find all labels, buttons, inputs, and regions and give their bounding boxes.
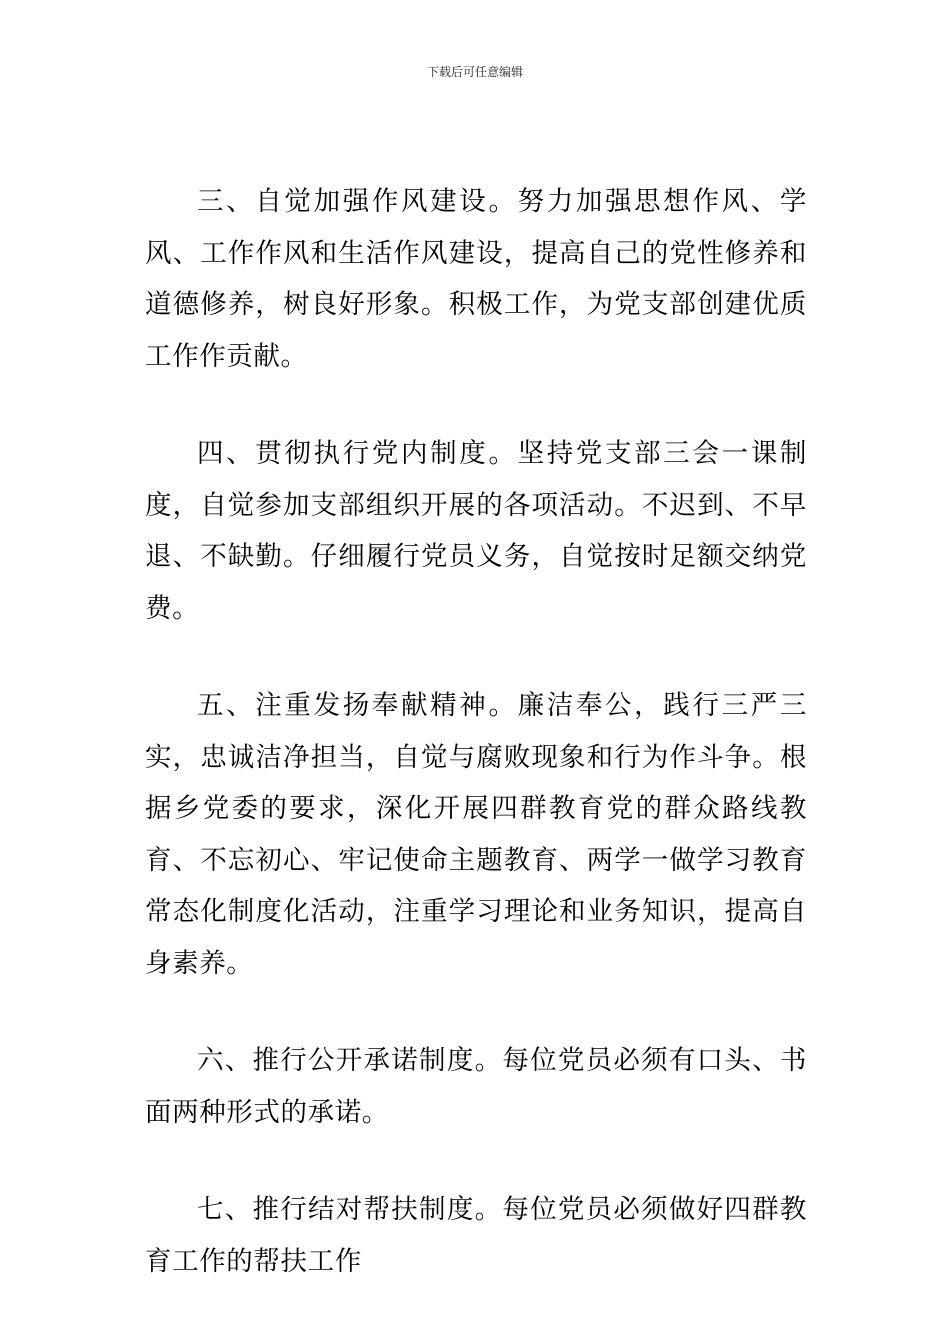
paragraph-7: 七、推行结对帮扶制度。每位党员必须做好四群教育工作的帮扶工作 — [145, 1194, 807, 1277]
paragraph-6: 六、推行公开承诺制度。每位党员必须有口头、书面两种形式的承诺。 — [145, 1045, 807, 1128]
page-header: 下载后可任意编辑 — [426, 65, 523, 79]
paragraph-4: 四、贯彻执行党内制度。坚持党支部三会一课制度，自觉参加支部组织开展的各项活动。不迟到、不早退、不缺勤。仔细履行党员义务，自觉按时足额交纳党费。 — [145, 438, 807, 624]
paragraph-3: 三、自觉加强作风建设。努力加强思想作风、学风、工作作风和生活作风建设，提高自己的党性修养和道德修养，树良好形象。积极工作，为党支部创建优质工作作贡献。 — [145, 186, 807, 372]
paragraph-5: 五、注重发扬奉献精神。廉洁奉公，践行三严三实，忠诚洁净担当，自觉与腐败现象和行为作斗争。根据乡党委的要求，深化开展四群教育党的群众路线教育、不忘初心、牢记使命主题教育、两学一做学习教育常态化制度化活动，注重学习理论和业务知识，提高自身素养。 — [145, 690, 807, 979]
document-body — [145, 176, 807, 1287]
